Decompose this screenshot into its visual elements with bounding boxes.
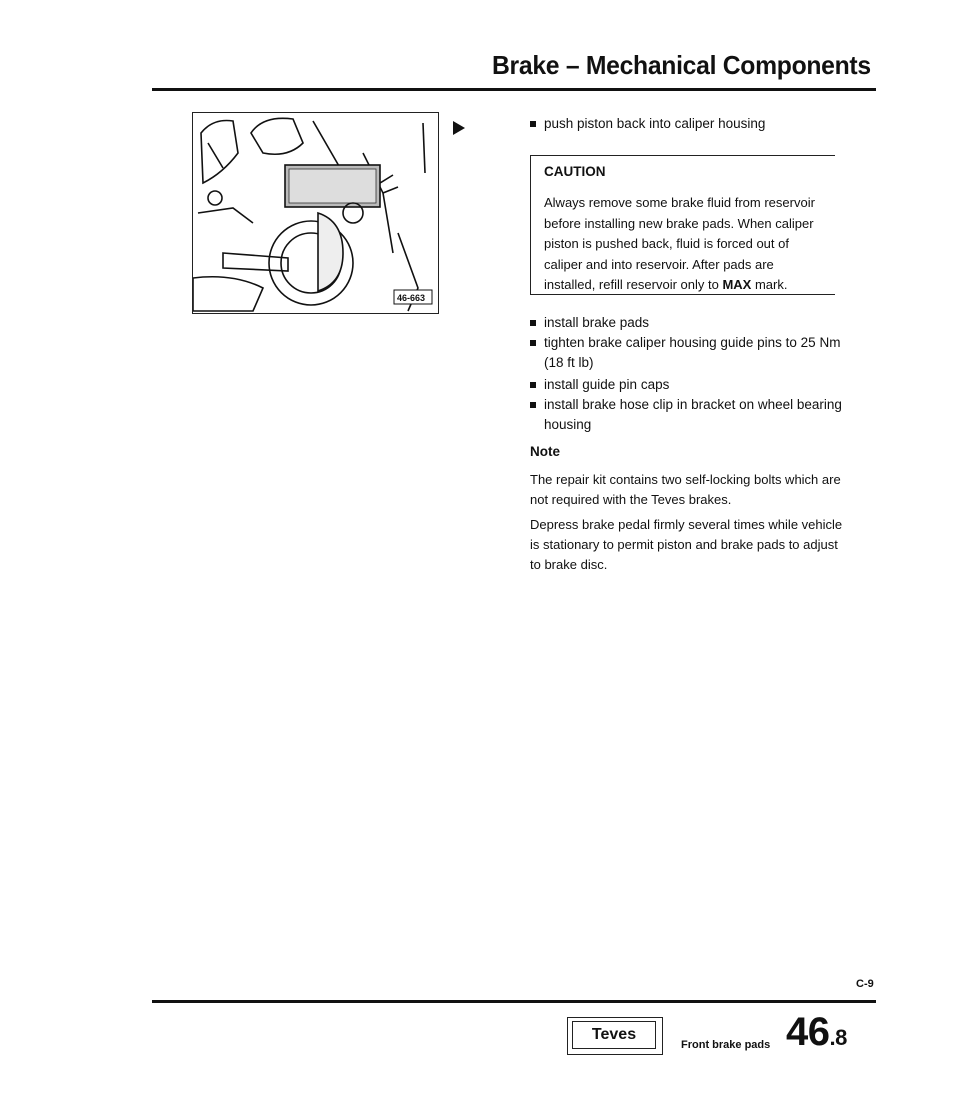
list-item	[530, 395, 860, 435]
brake-caliper-illustration	[192, 112, 439, 314]
step-text: install guide pin caps	[544, 377, 670, 392]
list-item	[530, 375, 860, 395]
step-text: install brake hose clip in bracket on wheel bearing housing	[544, 397, 842, 432]
note-paragraph: The repair kit contains two self-locking bolts which are not required with the Teves brakes.	[530, 472, 841, 507]
list-item	[530, 313, 860, 333]
step-text: tighten brake caliper housing guide pins to 25 Nm (18 ft lb)	[544, 335, 841, 370]
caution-text: Always remove some brake fluid from reservoir before installing new brake pads. When caliper piston is pushed back, fluid is forced out of caliper and into reservoir. After pads are installed, refill reservoir only to	[544, 195, 815, 292]
header-rule	[152, 88, 876, 91]
bullet-icon	[530, 121, 536, 127]
page-code: C-9	[856, 978, 874, 990]
caution-box	[530, 155, 835, 295]
footer-rule	[152, 1000, 876, 1003]
note-paragraph: Depress brake pedal firmly several times while vehicle is stationary to permit piston and brake pads to adjust to brake disc.	[530, 517, 843, 572]
caution-body	[544, 193, 827, 296]
figure-label: 46-663	[397, 293, 426, 303]
page-title: Brake – Mechanical Components	[492, 50, 871, 80]
page-number-main: 46	[786, 1010, 830, 1054]
section-title: Front brake pads	[681, 1039, 771, 1051]
steps-install-pads	[530, 313, 860, 373]
list-item	[530, 333, 860, 373]
caution-title: CAUTION	[544, 164, 606, 179]
caution-text-end: mark.	[751, 277, 788, 292]
step-text: push piston back into caliper housing	[544, 116, 766, 131]
caution-max-mark: MAX	[722, 277, 752, 292]
bullet-icon	[530, 320, 536, 326]
brand-label: Teves	[572, 1021, 656, 1049]
brake-caliper-drawing	[193, 113, 438, 313]
page-number-sub: .8	[829, 1025, 847, 1050]
note-title: Note	[530, 444, 560, 459]
page-number	[786, 1010, 847, 1055]
step-text: install brake pads	[544, 315, 650, 330]
steps-guide-caps	[530, 375, 860, 435]
bullet-icon	[530, 402, 536, 408]
bullet-icon	[530, 340, 536, 346]
bullet-icon	[530, 382, 536, 388]
step-push-piston	[530, 114, 765, 134]
pointer-arrow-icon	[452, 120, 466, 136]
